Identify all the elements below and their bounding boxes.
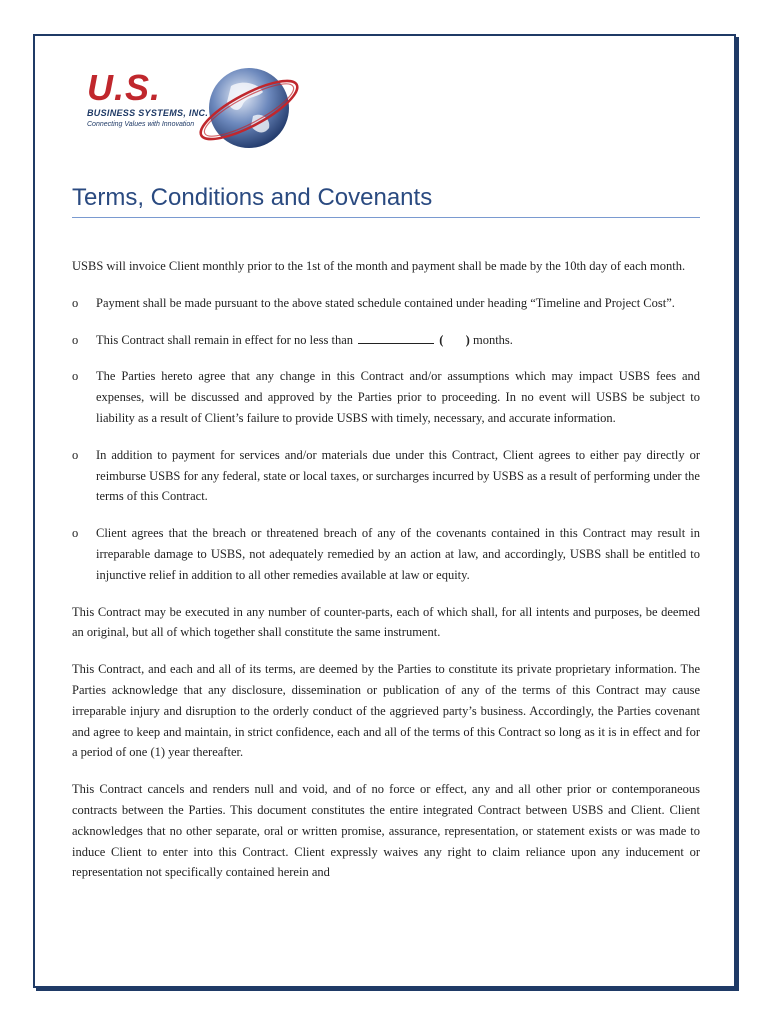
company-logo xyxy=(83,58,293,168)
bullet-marker: o xyxy=(72,526,79,541)
bullet-text: Payment shall be made pursuant to the above stated schedule contained under heading “Timeline and Project Cost”. xyxy=(96,295,675,310)
confidentiality-paragraph: This Contract, and each and all of its terms, are deemed by the Parties to constitute its private proprietary information. The Parties acknowledge that any disclosure, dissemination or publication of any of the terms of this Contract may cause irreparable injury and disruption to the orderly conduct of the aggrieved party’s business. Accordingly, the Parties covenant and agree to keep and maintain, in strict confidence, each and all of the terms of this Contract so long as it is in effect and for a period of one (1) year thereafter. xyxy=(72,662,700,760)
intro-paragraph: USBS will invoice Client monthly prior to the 1st of the month and payment shall be made by the 10th day of each month. xyxy=(72,259,686,273)
counterparts-paragraph: This Contract may be executed in any number of counter-parts, each of which shall, for all intents and purposes, be deemed an original, but all of which together shall constitute the same instrument. xyxy=(72,604,700,640)
list-item xyxy=(72,366,700,428)
list-item xyxy=(72,523,700,585)
months-blank-field[interactable] xyxy=(358,331,434,344)
bullet-marker: o xyxy=(72,295,79,310)
list-item xyxy=(72,445,700,507)
term-clause-suffix: months. xyxy=(472,332,513,347)
bullet-text: Client agrees that the breach or threatened breach of any of the covenants contained in this Contract may result in irreparable damage to USBS, not adequately remedied by an action at law, and accordingly, USBS shall be entitled to injunctive relief in addition to all other remedies available at law or equity. xyxy=(96,526,700,582)
bullet-text: The Parties hereto agree that any change in this Contract and/or assumptions which may impact USBS fees and expenses, will be discussed and approved by the Parties prior to proceeding. In no event will USBS be subject to liability as a result of Client’s failure to provide USBS with timely, necessary, and accurate information. xyxy=(96,369,700,425)
list-item xyxy=(72,293,700,314)
document-page xyxy=(33,34,736,988)
paren-close: ) xyxy=(465,332,470,347)
logo-tagline: Connecting Values with Innovation xyxy=(87,121,195,128)
bullet-marker: o xyxy=(72,447,79,462)
document-body xyxy=(72,256,700,899)
paren-open: ( xyxy=(439,332,444,347)
logo-company-name: BUSINESS SYSTEMS, INC. xyxy=(87,108,209,118)
list-item-term-clause xyxy=(72,330,700,351)
bullet-list xyxy=(72,293,700,586)
bullet-text: In addition to payment for services and/or materials due under this Contract, Client agrees to either pay directly or reimburse USBS for any federal, state or local taxes, or surcharges incurred by USBS as a result of performing under the terms of this Contract. xyxy=(96,447,700,504)
logo-brand: U.S. xyxy=(87,67,162,108)
page-title: Terms, Conditions and Covenants xyxy=(72,184,700,218)
entire-agreement-paragraph: This Contract cancels and renders null and void, and of no force or effect, any and all other prior or contemporaneous contracts between the Parties. This document constitutes the entire integrated Contract between USBS and Client. Client acknowledges that no other separate, oral or written promise, assurance, representation, or statement exists or was made to induce Client to enter into this Contract. Client expressly waives any right to claim reliance upon any inducement or representation not specifically contained herein and xyxy=(72,782,700,880)
term-clause-prefix: This Contract shall remain in effect for no less than xyxy=(96,332,353,347)
bullet-marker: o xyxy=(72,332,79,347)
bullet-marker: o xyxy=(72,369,79,384)
